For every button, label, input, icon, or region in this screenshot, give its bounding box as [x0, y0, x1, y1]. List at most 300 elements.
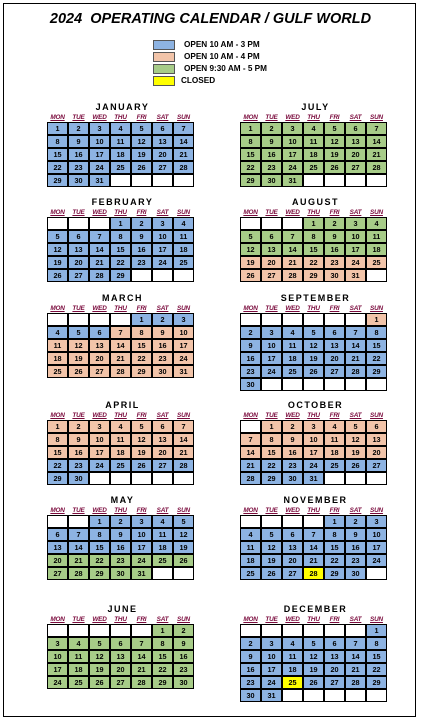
day-cell: 30 — [68, 174, 89, 187]
day-cell: 31 — [89, 174, 110, 187]
day-cell: 16 — [282, 446, 303, 459]
day-cell: 27 — [152, 459, 173, 472]
day-cell: 2 — [110, 515, 131, 528]
day-cell: 2 — [152, 313, 173, 326]
day-cell: 7 — [345, 326, 366, 339]
empty-cell — [366, 567, 387, 580]
day-cell: 8 — [261, 433, 282, 446]
day-cell: 10 — [261, 339, 282, 352]
day-cell: 6 — [110, 637, 131, 650]
day-cell: 14 — [282, 243, 303, 256]
day-cell: 5 — [131, 122, 152, 135]
day-cell: 20 — [110, 663, 131, 676]
day-cell: 3 — [131, 515, 152, 528]
empty-cell — [366, 472, 387, 485]
weekday-label: WED — [285, 305, 300, 312]
weekday-label: SAT — [349, 305, 362, 312]
weekday-label: FRI — [329, 305, 340, 312]
day-cell: 9 — [282, 433, 303, 446]
empty-cell — [324, 624, 345, 637]
empty-cell — [173, 472, 194, 485]
weekday-label: SAT — [156, 209, 169, 216]
day-cell: 7 — [240, 433, 261, 446]
month-name: MAY — [110, 495, 135, 505]
empty-cell — [303, 515, 324, 528]
day-cell: 28 — [173, 459, 194, 472]
weekday-label: SUN — [177, 114, 190, 121]
legend-label: CLOSED — [181, 76, 216, 85]
day-cell: 21 — [110, 352, 131, 365]
day-cell: 16 — [240, 352, 261, 365]
weekday-label: TUE — [72, 412, 85, 419]
month-name: JUNE — [107, 604, 138, 614]
day-cell: 3 — [261, 326, 282, 339]
day-cell: 20 — [324, 352, 345, 365]
month-name: JULY — [301, 102, 330, 112]
day-cell: 29 — [152, 676, 173, 689]
day-cell: 24 — [173, 352, 194, 365]
empty-cell — [324, 313, 345, 326]
day-cell: 22 — [303, 256, 324, 269]
empty-cell — [345, 174, 366, 187]
day-cell: 29 — [366, 676, 387, 689]
day-cell: 23 — [240, 676, 261, 689]
day-cell: 24 — [261, 365, 282, 378]
day-cell: 28 — [345, 676, 366, 689]
day-cell: 7 — [68, 528, 89, 541]
day-cell: 4 — [110, 420, 131, 433]
day-cell: 20 — [152, 148, 173, 161]
day-cell: 17 — [261, 352, 282, 365]
day-cell: 9 — [152, 326, 173, 339]
day-cell: 28 — [366, 161, 387, 174]
day-cell: 19 — [131, 148, 152, 161]
day-cell: 17 — [345, 243, 366, 256]
weekday-label: MON — [50, 616, 65, 623]
day-cell: 10 — [282, 135, 303, 148]
weekday-label: TUE — [265, 507, 278, 514]
day-cell: 20 — [47, 554, 68, 567]
day-cell: 23 — [152, 352, 173, 365]
day-cell: 13 — [152, 433, 173, 446]
day-cell: 11 — [282, 650, 303, 663]
day-cell: 3 — [89, 122, 110, 135]
day-cell: 21 — [89, 256, 110, 269]
empty-cell — [47, 313, 68, 326]
day-cell: 23 — [324, 256, 345, 269]
day-cell: 29 — [47, 472, 68, 485]
day-cell: 16 — [68, 446, 89, 459]
day-cell: 7 — [345, 637, 366, 650]
empty-cell — [173, 174, 194, 187]
day-cell: 14 — [173, 433, 194, 446]
weekday-label: SAT — [156, 412, 169, 419]
day-cell: 11 — [240, 541, 261, 554]
empty-cell — [68, 313, 89, 326]
day-cell: 26 — [47, 269, 68, 282]
day-cell: 17 — [89, 148, 110, 161]
day-cell: 29 — [261, 472, 282, 485]
day-cell: 5 — [261, 528, 282, 541]
day-cell: 27 — [89, 365, 110, 378]
day-cell: 11 — [303, 135, 324, 148]
weekday-label: WED — [92, 616, 107, 623]
day-cell: 15 — [324, 541, 345, 554]
weekday-label: SAT — [349, 114, 362, 121]
weekday-label: FRI — [136, 616, 147, 623]
empty-cell — [366, 269, 387, 282]
weekday-label: THU — [114, 507, 127, 514]
weekday-label: SAT — [156, 507, 169, 514]
day-cell: 16 — [68, 148, 89, 161]
day-cell: 25 — [47, 365, 68, 378]
day-cell: 8 — [303, 230, 324, 243]
day-cell: 25 — [68, 676, 89, 689]
day-cell: 5 — [324, 122, 345, 135]
day-cell: 22 — [366, 352, 387, 365]
day-cell: 24 — [345, 256, 366, 269]
day-cell: 27 — [110, 676, 131, 689]
weekday-label: TUE — [265, 412, 278, 419]
weekday-label: FRI — [329, 507, 340, 514]
day-cell: 22 — [366, 663, 387, 676]
day-cell: 21 — [173, 446, 194, 459]
day-cell: 17 — [152, 243, 173, 256]
day-cell: 27 — [345, 161, 366, 174]
day-cell: 14 — [131, 650, 152, 663]
day-cell: 24 — [366, 554, 387, 567]
day-cell: 9 — [345, 528, 366, 541]
weekday-label: FRI — [329, 209, 340, 216]
day-cell: 21 — [345, 352, 366, 365]
day-cell: 15 — [366, 339, 387, 352]
legend-label: OPEN 10 AM - 3 PM — [184, 40, 260, 49]
day-cell: 14 — [110, 339, 131, 352]
weekday-label: SUN — [370, 616, 383, 623]
day-cell: 27 — [68, 269, 89, 282]
day-cell: 21 — [366, 148, 387, 161]
day-cell: 29 — [366, 365, 387, 378]
day-cell: 30 — [152, 365, 173, 378]
empty-cell — [282, 217, 303, 230]
day-cell: 9 — [324, 230, 345, 243]
day-cell: 14 — [366, 135, 387, 148]
day-cell: 18 — [303, 148, 324, 161]
day-cell: 24 — [89, 161, 110, 174]
day-cell: 18 — [110, 446, 131, 459]
day-cell: 13 — [261, 243, 282, 256]
day-cell: 25 — [110, 161, 131, 174]
day-cell: 6 — [324, 637, 345, 650]
day-cell: 9 — [68, 135, 89, 148]
weekday-label: MON — [50, 412, 65, 419]
weekday-label: FRI — [329, 616, 340, 623]
legend-swatch — [153, 40, 175, 50]
day-cell: 1 — [131, 313, 152, 326]
month-name: FEBRUARY — [91, 197, 154, 207]
day-cell: 14 — [89, 243, 110, 256]
empty-cell — [89, 313, 110, 326]
day-cell: 16 — [152, 339, 173, 352]
weekday-label: FRI — [136, 305, 147, 312]
empty-cell — [240, 420, 261, 433]
day-cell: 28 — [282, 269, 303, 282]
weekday-label: WED — [285, 209, 300, 216]
day-cell: 4 — [110, 122, 131, 135]
day-cell: 15 — [240, 148, 261, 161]
day-cell: 10 — [303, 433, 324, 446]
day-cell: 28 — [68, 567, 89, 580]
day-cell: 21 — [131, 663, 152, 676]
empty-cell — [47, 624, 68, 637]
day-cell: 25 — [303, 161, 324, 174]
empty-cell — [282, 515, 303, 528]
day-cell: 13 — [110, 650, 131, 663]
empty-cell — [152, 174, 173, 187]
empty-cell — [68, 515, 89, 528]
day-cell: 17 — [282, 148, 303, 161]
day-cell: 5 — [89, 637, 110, 650]
weekday-label: FRI — [329, 114, 340, 121]
day-cell: 24 — [152, 256, 173, 269]
day-cell: 5 — [240, 230, 261, 243]
empty-cell — [240, 624, 261, 637]
day-cell: 31 — [303, 472, 324, 485]
day-cell: 7 — [131, 637, 152, 650]
day-cell: 22 — [261, 459, 282, 472]
legend-item — [153, 52, 373, 62]
day-cell: 3 — [366, 515, 387, 528]
day-cell: 1 — [366, 313, 387, 326]
day-cell: 3 — [282, 122, 303, 135]
day-cell: 31 — [345, 269, 366, 282]
weekday-label: WED — [92, 507, 107, 514]
day-cell: 26 — [89, 676, 110, 689]
month-name: SEPTEMBER — [280, 293, 351, 303]
day-cell: 17 — [261, 663, 282, 676]
day-cell: 22 — [47, 459, 68, 472]
day-cell: 30 — [173, 676, 194, 689]
day-cell: 3 — [261, 637, 282, 650]
day-cell: 3 — [152, 217, 173, 230]
day-cell: 15 — [261, 446, 282, 459]
month-name: APRIL — [105, 400, 140, 410]
day-cell: 26 — [261, 567, 282, 580]
weekday-label: SUN — [177, 209, 190, 216]
day-cell: 17 — [173, 339, 194, 352]
weekday-label: TUE — [72, 209, 85, 216]
day-cell: 21 — [345, 663, 366, 676]
day-cell: 19 — [47, 256, 68, 269]
day-cell: 30 — [240, 378, 261, 391]
empty-cell — [282, 378, 303, 391]
day-cell: 16 — [240, 663, 261, 676]
day-cell: 6 — [366, 420, 387, 433]
weekday-label: WED — [285, 412, 300, 419]
legend-item — [153, 76, 373, 86]
day-cell: 19 — [303, 663, 324, 676]
day-cell: 30 — [324, 269, 345, 282]
empty-cell — [303, 624, 324, 637]
day-cell: 13 — [324, 339, 345, 352]
day-cell: 23 — [261, 161, 282, 174]
page-title: 2024 OPERATING CALENDAR / GULF WORLD — [49, 11, 372, 27]
weekday-label: MON — [243, 412, 258, 419]
weekday-label: FRI — [136, 412, 147, 419]
day-cell: 19 — [261, 554, 282, 567]
day-cell: 20 — [282, 554, 303, 567]
day-cell: 8 — [240, 135, 261, 148]
weekday-label: SUN — [177, 507, 190, 514]
weekday-label: THU — [114, 305, 127, 312]
empty-cell — [261, 624, 282, 637]
weekday-label: FRI — [329, 412, 340, 419]
empty-cell — [131, 269, 152, 282]
day-cell: 7 — [89, 230, 110, 243]
weekday-label: SAT — [349, 616, 362, 623]
day-cell: 6 — [68, 230, 89, 243]
empty-cell — [324, 472, 345, 485]
day-cell: 28 — [110, 365, 131, 378]
day-cell: 14 — [68, 541, 89, 554]
day-cell: 6 — [152, 420, 173, 433]
day-cell: 20 — [152, 446, 173, 459]
empty-cell — [47, 515, 68, 528]
weekday-label: TUE — [265, 305, 278, 312]
weekday-label: SUN — [177, 305, 190, 312]
weekday-label: MON — [243, 305, 258, 312]
day-cell: 11 — [366, 230, 387, 243]
day-cell: 8 — [47, 433, 68, 446]
weekday-label: THU — [307, 616, 320, 623]
weekday-label: TUE — [72, 507, 85, 514]
weekday-label: WED — [92, 114, 107, 121]
weekday-label: THU — [307, 412, 320, 419]
day-cell: 29 — [240, 174, 261, 187]
weekday-label: MON — [243, 616, 258, 623]
day-cell: 19 — [303, 352, 324, 365]
month-name: MARCH — [102, 293, 143, 303]
day-cell: 17 — [366, 541, 387, 554]
day-cell: 30 — [68, 472, 89, 485]
day-cell: 16 — [131, 243, 152, 256]
weekday-label: SUN — [370, 507, 383, 514]
day-cell: 2 — [131, 217, 152, 230]
legend-swatch — [153, 52, 175, 62]
day-cell: 16 — [173, 650, 194, 663]
day-cell: 2 — [68, 420, 89, 433]
day-cell: 18 — [282, 352, 303, 365]
day-cell: 9 — [261, 135, 282, 148]
empty-cell — [345, 689, 366, 702]
day-cell: 17 — [131, 541, 152, 554]
weekday-label: MON — [50, 507, 65, 514]
day-cell: 12 — [303, 650, 324, 663]
day-cell: 12 — [303, 339, 324, 352]
legend-label: OPEN 9:30 AM - 5 PM — [184, 64, 267, 73]
day-cell: 4 — [303, 122, 324, 135]
weekday-label: WED — [285, 114, 300, 121]
day-cell: 29 — [131, 365, 152, 378]
day-cell: 11 — [152, 528, 173, 541]
day-cell: 13 — [68, 243, 89, 256]
empty-cell — [68, 624, 89, 637]
day-cell: 1 — [47, 420, 68, 433]
day-cell: 7 — [366, 122, 387, 135]
day-cell: 19 — [324, 148, 345, 161]
day-cell: 1 — [303, 217, 324, 230]
day-cell: 7 — [173, 122, 194, 135]
weekday-label: FRI — [136, 507, 147, 514]
day-cell: 26 — [303, 365, 324, 378]
day-cell: 10 — [89, 135, 110, 148]
day-cell: 19 — [131, 446, 152, 459]
weekday-label: THU — [114, 114, 127, 121]
day-cell: 22 — [47, 161, 68, 174]
day-cell: 15 — [47, 446, 68, 459]
day-cell: 1 — [89, 515, 110, 528]
day-cell: 13 — [324, 650, 345, 663]
day-cell: 11 — [110, 433, 131, 446]
day-cell: 21 — [240, 459, 261, 472]
empty-cell — [366, 378, 387, 391]
day-cell: 2 — [240, 637, 261, 650]
day-cell: 17 — [47, 663, 68, 676]
empty-cell — [89, 217, 110, 230]
legend-swatch — [153, 76, 175, 86]
day-cell: 23 — [131, 256, 152, 269]
weekday-label: THU — [307, 507, 320, 514]
day-cell: 8 — [324, 528, 345, 541]
day-cell: 5 — [303, 637, 324, 650]
weekday-label: SAT — [156, 616, 169, 623]
day-cell: 13 — [366, 433, 387, 446]
day-cell: 26 — [303, 676, 324, 689]
empty-cell — [152, 567, 173, 580]
weekday-label: MON — [50, 305, 65, 312]
day-cell: 23 — [68, 459, 89, 472]
weekday-label: THU — [114, 616, 127, 623]
day-cell: 19 — [240, 256, 261, 269]
day-cell: 7 — [110, 326, 131, 339]
weekday-label: SAT — [156, 305, 169, 312]
empty-cell — [131, 174, 152, 187]
day-cell: 10 — [131, 528, 152, 541]
day-cell: 1 — [366, 624, 387, 637]
day-cell: 25 — [240, 567, 261, 580]
weekday-label: TUE — [265, 209, 278, 216]
month-name: OCTOBER — [287, 400, 344, 410]
day-cell: 18 — [173, 243, 194, 256]
day-cell: 1 — [324, 515, 345, 528]
day-cell: 12 — [324, 135, 345, 148]
weekday-label: TUE — [72, 616, 85, 623]
day-cell: 14 — [303, 541, 324, 554]
day-cell: 25 — [152, 554, 173, 567]
day-cell: 10 — [152, 230, 173, 243]
day-cell: 1 — [240, 122, 261, 135]
day-cell: 4 — [324, 420, 345, 433]
day-cell: 8 — [366, 326, 387, 339]
weekday-label: MON — [50, 114, 65, 121]
day-cell: 6 — [282, 528, 303, 541]
day-cell: 24 — [282, 161, 303, 174]
day-cell: 15 — [131, 339, 152, 352]
day-cell: 10 — [345, 230, 366, 243]
day-cell: 13 — [89, 339, 110, 352]
weekday-label: MON — [243, 114, 258, 121]
day-cell: 9 — [131, 230, 152, 243]
